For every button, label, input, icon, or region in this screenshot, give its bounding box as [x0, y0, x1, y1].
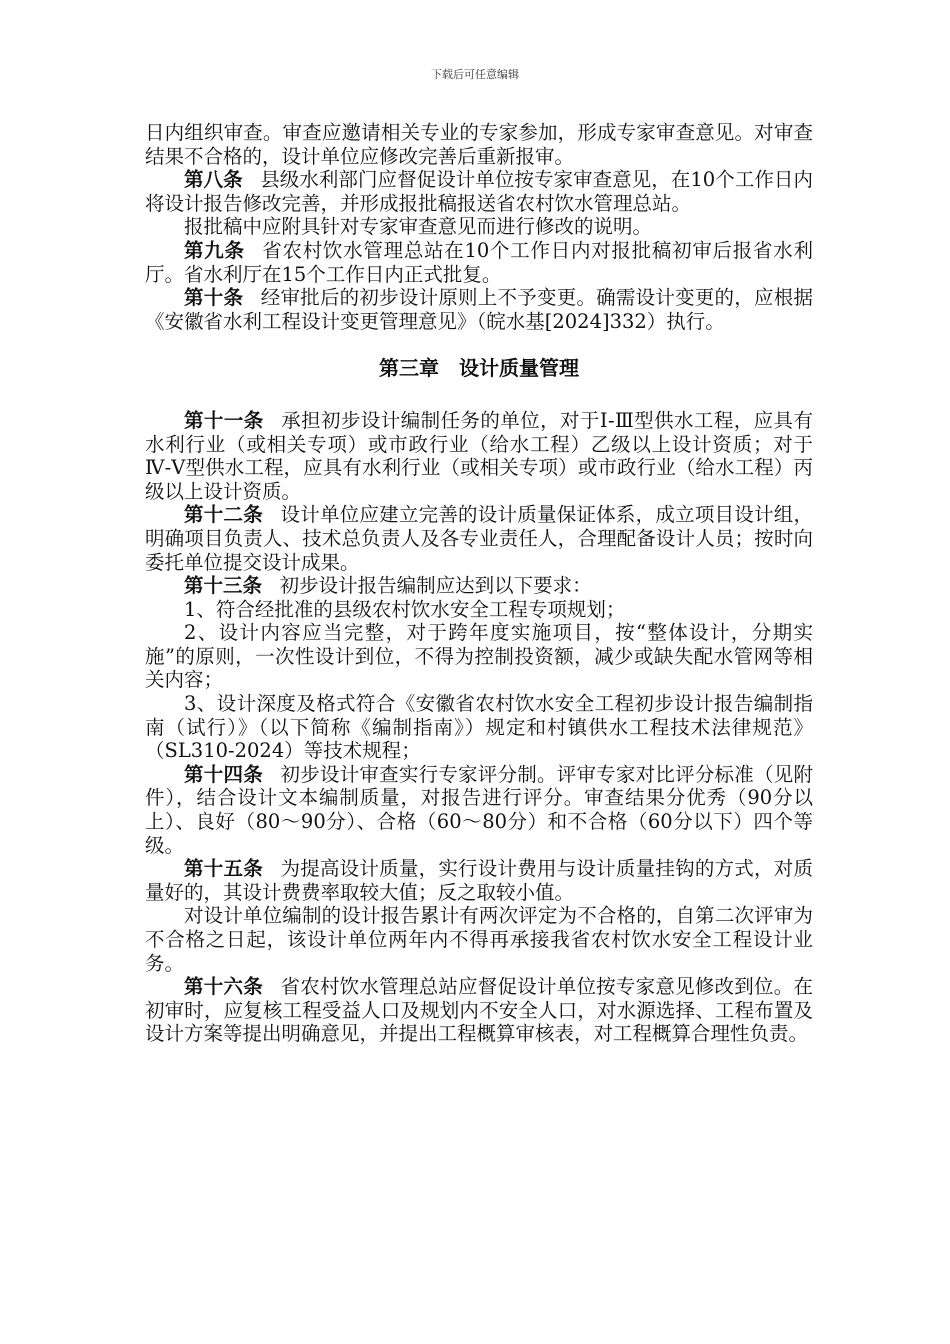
article-number: 第十条	[184, 286, 244, 310]
paragraph-text: 县级水利部门应督促设计单位按专家审查意见，在10个工作日内将设计报告修改完善，并形成报批稿报送省农村饮水管理总站。	[145, 168, 813, 215]
article-8	[145, 168, 813, 215]
article-10	[145, 286, 813, 333]
paragraph-text: 承担初步设计编制任务的单位，对于Ⅰ-Ⅲ型供水工程，应具有水利行业（或相关专项）或市政行业（给水工程）乙级以上设计资质；对于Ⅳ-Ⅴ型供水工程，应具有水利行业（或相关专项）或市政行业（给水工程）丙级以上设计资质。	[145, 408, 813, 503]
paragraph-text: 设计单位应建立完善的设计质量保证体系，成立项目设计组，明确项目负责人、技术总负责人及各专业责任人，合理配备设计人员；按时向委托单位提交设计成果。	[145, 503, 813, 574]
paragraph-text: 省农村饮水管理总站应督促设计单位按专家意见修改到位。在初审时，应复核工程受益人口及规划内不安全人口，对水源选择、工程布置及设计方案等提出明确意见，并提出工程概算审核表，对工程概算合理性负责。	[145, 975, 813, 1046]
paragraph-text: 1、符合经批准的县级农村饮水安全工程专项规划；	[184, 597, 626, 621]
paragraph	[145, 215, 813, 239]
paragraph-text: 报批稿中应附具针对专家审查意见而进行修改的说明。	[184, 215, 653, 239]
paragraph-text: 初步设计审查实行专家评分制。评审专家对比评分标准（见附件），结合设计文本编制质量，对报告进行评分。审查结果分优秀（90分以上）、良好（80～90分）、合格（60～80分）和不合格（60分以下）四个等级。	[145, 762, 813, 857]
article-number: 第十六条	[184, 975, 263, 999]
page-header: 下载后可任意编辑	[431, 68, 519, 81]
article-9	[145, 239, 813, 286]
list-item	[145, 692, 813, 763]
paragraph-text: 对设计单位编制的设计报告累计有两次评定为不合格的，自第二次评审为不合格之日起，该设计单位两年内不得再承接我省农村饮水安全工程设计业务。	[145, 904, 813, 975]
document-body	[145, 121, 813, 1046]
article-14	[145, 763, 813, 857]
article-16	[145, 975, 813, 1046]
article-15	[145, 857, 813, 904]
paragraph-text: 2、设计内容应当完整，对于跨年度实施项目，按“整体设计，分期实施”的原则，一次性设计到位，不得为控制投资额，减少或缺失配水管网等相关内容；	[145, 621, 813, 692]
chapter-title: 第三章 设计质量管理	[379, 356, 579, 381]
article-number: 第九条	[184, 238, 245, 262]
article-number: 第十三条	[184, 574, 263, 598]
article-13	[145, 574, 813, 598]
paragraph	[145, 904, 813, 975]
list-item	[145, 598, 813, 622]
article-number: 第十一条	[184, 408, 264, 432]
list-item	[145, 621, 813, 692]
paragraph-text: 3、设计深度及格式符合《安徽省农村饮水安全工程初步设计报告编制指南（试行）》（以下简称《编制指南》）规定和村镇供水工程技术法律规范》（SL310-2024）等技术规程；	[145, 692, 813, 763]
paragraph-text: 省农村饮水管理总站在10个工作日内对报批稿初审后报省水利厅。省水利厅在15个工作日内正式批复。	[145, 238, 813, 286]
paragraph-text: 为提高设计质量，实行设计费用与设计质量挂钩的方式，对质量好的，其设计费费率取较大值；反之取较小值。	[145, 857, 813, 904]
article-12	[145, 503, 813, 574]
paragraph-text: 日内组织审查。审查应邀请相关专业的专家参加，形成专家审查意见。对审查结果不合格的，设计单位应修改完善后重新报审。	[145, 121, 813, 168]
paragraph-text: 初步设计报告编制应达到以下要求：	[279, 574, 592, 598]
article-number: 第十二条	[184, 503, 263, 527]
article-11	[145, 409, 813, 503]
article-number: 第八条	[184, 168, 243, 192]
article-number: 第十四条	[184, 762, 263, 786]
article-number: 第十五条	[184, 857, 263, 881]
paragraph-continuation	[145, 121, 813, 168]
paragraph-text: 经审批后的初步设计原则上不予变更。确需设计变更的，应根据《安徽省水利工程设计变更管理意见》（皖水基[2024]332）执行。	[145, 286, 813, 333]
